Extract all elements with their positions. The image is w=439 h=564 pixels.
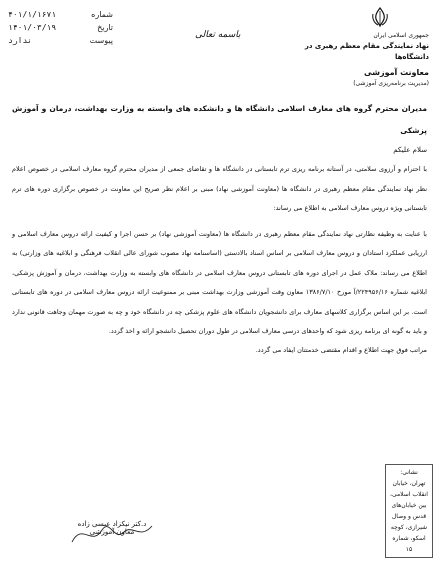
letterhead-subdepartment: (مدیریت برنامه‌ریزی آموزشی) <box>353 80 429 87</box>
signatory-title: معاون آموزشی <box>89 528 135 536</box>
date-row <box>8 21 113 34</box>
paragraph-intro: با احترام و آرزوی سلامتی، در آستانه برنامه ریزی ترم تابستانی در دانشگاه ها و تقاضای جمعی از مدیران محترم گروه معارف اسلامی در خصوص اعلام نظر نهاد نمایندگی مقام معظم رهبری در دانشگاه ها (معاونت آموزشی نهاد) مبنی بر اعلام نظر صریح این معاونت در خصوص برگزاری دوره های ترم تابستانی ویژه دروس معارف اسلامی به اطلاع می رساند: <box>12 165 427 212</box>
letter-number-row <box>8 8 113 21</box>
letterhead-country: جمهوری اسلامی ایران <box>373 32 429 39</box>
letter-date: ۱۴۰۱/۰۳/۱۹ <box>8 23 57 32</box>
letterhead-organization: نهاد نمایندگی مقام معظم رهبری در دانشگاه‌ها <box>304 42 429 61</box>
letter-number-label: شماره <box>91 10 113 19</box>
iran-emblem-icon <box>369 6 391 28</box>
address-label: نشانی: <box>400 469 418 476</box>
signature-scribble <box>52 512 172 552</box>
date-label: تاریخ <box>97 23 113 32</box>
letter-number: ۴۰۱/۱/۱۶۷۱ <box>8 10 57 19</box>
address-text: تهران، خیابان انقلاب اسلامی، بین خیابان‌های قدس و وصال شیرازی، کوچه اسکو، شماره ۱۵ <box>390 480 428 553</box>
letter-body <box>12 98 427 354</box>
signature-block <box>52 520 172 536</box>
signatory-name: د.کتر نیکزاد عیسی زاده <box>77 520 147 528</box>
attachment-row <box>8 34 113 47</box>
attachment-label: پیوست <box>89 36 113 45</box>
closing-line: مراتب فوق جهت اطلاع و اقدام مقتضی خدمتتان ایفاد می گردد. <box>255 345 427 354</box>
letter-meta <box>8 8 113 47</box>
letterhead-department: معاونت آموزشی <box>364 68 429 77</box>
addressee: مدیران محترم گروه های معارف اسلامی دانشگاه ها و دانشکده های وابسته به وزارت بهداشت، درمان و آموزش پزشکی <box>12 104 427 135</box>
paragraph-main: با عنایت به وظیفه نظارتی نهاد نمایندگی مقام معظم رهبری در دانشگاه ها (معاونت آموزشی نهاد) بر حسن اجرا و کیفیت ارائه دروس معارف اسلامی و ارزیابی عملکرد استادان و دروس معارف اسلامی بر اساس اسناد بالادستی (اساسنامه نهاد مصوب شورای عالی انقلاب فرهنگی و ابلاغیه های وزارتی) به اطلاع می رساند: ملاک عمل در اجرای دوره های تابستانی دروس معارف اسلامی در دانشگاه های وابسته به وزارت بهداشت، درمان و آموزش پزشکی، ابلاغیه شماره ۲۲۴۹۵۶/۱۶/آ مورخ ۱۳۸۶/۷/۱۰ معاون وقت آموزشی وزارت بهداشت مبنی بر ممنوعیت ارائه دروس معارف اسلامی در دوره های تابستانی است. بر این اساس برگزاری کلاسهای معارف برای دانشجویان دانشگاه های علوم پزشکی چه در دانشگاه خود و چه به صورت مهمان وجاهت قانونی ندارد و باید به گونه ای برنامه ریزی شود که واحدهای درسی معارف اسلامی در طول دوران تحصیل دانشجو ارائه و اخذ گردد. <box>12 229 427 335</box>
greeting: سلام علیکم <box>393 146 427 154</box>
letterhead <box>299 30 429 89</box>
address-box <box>385 464 433 558</box>
attachment-value: ندارد <box>8 36 33 45</box>
bismillah: باسمه تعالی <box>195 30 241 40</box>
